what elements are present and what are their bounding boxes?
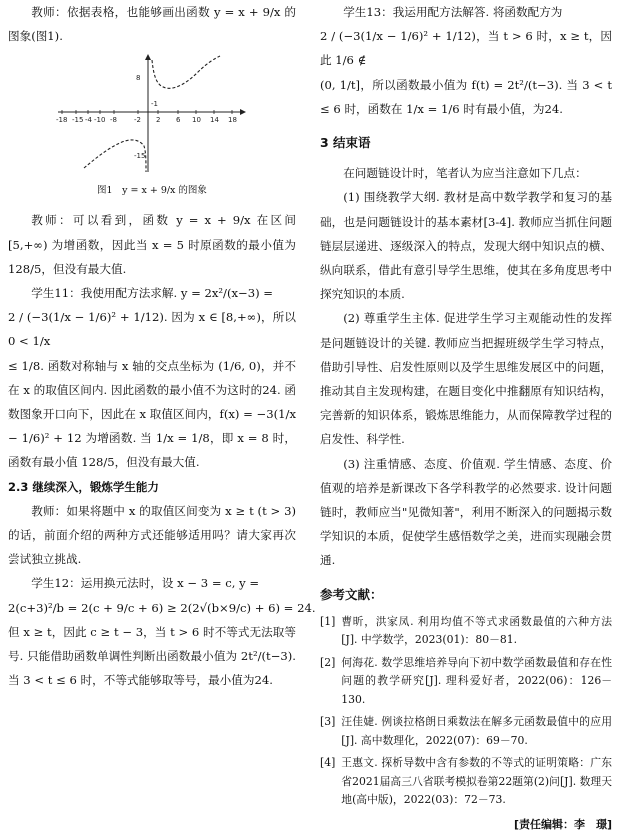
tick-x-3: -4 xyxy=(85,116,92,125)
reference-text: 曹昕，洪家凤. 利用均值不等式求函数最值的六种方法[J]. 中学数学，2023(01)：80－81. xyxy=(341,614,612,647)
reference-text: 王惠文. 探析导数中含有参数的不等式的证明策略：广东省2021届高三八省联考模拟卷第22题第(2)问[J]. 数理天地(高中版)，2022(03)：72－73. xyxy=(341,756,612,807)
editor-credit: [责任编辑：李 璟] xyxy=(513,818,612,831)
reference-text: 何海花. 数学思维培养导向下初中数学函数最值和存在性问题的教学研究[J]. 理科爱好者，2022(06)：126－130. xyxy=(341,655,612,706)
paragraph-point-2: (2) 尊重学生主体. 促进学生学习主观能动性的发挥是问题链设计的关键. 教师应当把握班级学生学习特点，借助引导性、启发性原则以及学生思维发展区中的问题，推动其自主发现构建，在题目变化中推翻原有知识结构，完善新的知识体系，锻炼思维能力，从而保障教学过程的启发性、科学性. xyxy=(320,311,612,447)
right-column xyxy=(320,0,612,814)
equation-student12: 2(c+3)²/b = 2(c + 9/c + 6) ≥ 2(2√(b×9/c) + 6) = 24. xyxy=(8,600,316,615)
paragraph-student12-c: 但 x ≥ t，因此 c ≥ t − 3，当 t > 6 时不等式无法取等号. 只能借助函数单调性判断出函数最小值为 2t²/(t−3). 当 3 < t ≤ 6 时，不等式能够取等号，最小值为24. xyxy=(8,624,296,688)
tick-y-1: 8 xyxy=(136,74,141,83)
figure-caption: 图1 y = x + 9/x 的图象 xyxy=(97,185,207,197)
paragraph-point-3: (3) 注重情感、态度、价值观. 学生情感、态度、价值观的培养是新课改下各学科教学的必然要求. 设计问题链时，教师应当"见微知著"，利用不断深入的问题揭示数学知识的本质，促使学生感悟数学之美，进而实现融会贯通. xyxy=(320,456,612,568)
reference-list xyxy=(320,613,612,810)
paragraph-student12-a: 学生12：运用换元法时，设 x − 3 = c, y = xyxy=(31,576,260,591)
reference-item xyxy=(320,754,612,810)
section-2-3-title: 2.3 继续深入，锻炼学生能力 xyxy=(8,479,159,494)
tick-x-11: 18 xyxy=(228,116,237,125)
paragraph-point-1: (1) 围绕教学大纲. 教材是高中数学教学和复习的基础，也是问题链设计的基本素材[3-4]. 教师应当抓住问题链层层递进、逐级深入的特点，发现大纲中知识点的横、纵向联系，借此有意引导学生思维，使其在多角度思考中探究知识的本质. xyxy=(320,190,612,302)
paragraph-student11-a: 学生11：我使用配方法求解. y = 2x²/(x−3) = xyxy=(31,286,274,301)
tick-y-3: -15 xyxy=(134,152,146,161)
tick-x-6: -2 xyxy=(134,116,141,125)
paragraph-student13-b: 2 / (−3(1/x − 1/6)² + 1/12)，当 t > 6 时，x ≥ t，因此 1/6 ∉ xyxy=(320,29,612,68)
reference-text: 汪佳婕. 例谈拉格朗日乘数法在解多元函数最值中的应用[J]. 高中数理化，2022(07)：69－70. xyxy=(341,715,612,747)
paragraph-teacher-graph: 教师：依据表格，也能够画出函数 y = x + 9/x 的图象(图1). xyxy=(8,5,296,44)
paragraph-teacher-question: 教师：如果将题中 x 的取值区间变为 x ≥ t (t > 3) 的话，前面介绍的两种方式还能够适用吗？请大家再次尝试独立挑战. xyxy=(8,503,296,567)
tick-x-7: 2 xyxy=(156,116,161,125)
reference-item xyxy=(320,654,612,710)
reference-tag: [3] xyxy=(320,715,336,729)
tick-x-4: -10 xyxy=(94,116,106,125)
section-3-title: 3 结束语 xyxy=(320,135,371,151)
paragraph-student11-c: ≤ 1/8. 函数对称轴与 x 轴的交点坐标为 (1/6, 0)，并不在 x 的取值区间内. 因此函数的最小值不为这时的24. 函数图象开口向下，因此在 x 取值区间内，f(x) = −3(1/x − 1/6)² + 12 为增函数. 当 1/x = 1/8，即 x = 8 时，函数有最小值 128/5，但没有最大值. xyxy=(8,358,296,470)
figure-1 xyxy=(48,54,248,176)
tick-x-1: -18 xyxy=(56,116,68,125)
references-title: 参考文献： xyxy=(320,586,383,602)
reference-tag: [4] xyxy=(320,756,336,770)
reference-tag: [1] xyxy=(320,614,336,628)
paragraph-conclusion-intro: 在问题链设计时，笔者认为应当注意如下几点： xyxy=(343,166,587,181)
paragraph-teacher-increasing: 教师：可以看到，函数 y = x + 9/x 在区间 [5,+∞) 为增函数，因此当 x = 5 时原函数的最小值为 128/5，但没有最大值. xyxy=(8,213,296,276)
function-graph xyxy=(48,54,248,176)
tick-x-8: 6 xyxy=(176,116,181,125)
tick-x-2: -15 xyxy=(72,116,84,125)
tick-x-10: 14 xyxy=(210,116,219,125)
paragraph-student11-b: 2 / (−3(1/x − 1/6)² + 1/12). 因为 x ∈ [8,+∞)，所以 0 < 1/x xyxy=(8,310,296,349)
paragraph-student13-c: (0, 1/t]，所以函数最小值为 f(t) = 2t²/(t−3). 当 3 < t ≤ 6 时，函数在 1/x = 1/6 时有最小值，为24. xyxy=(320,77,612,116)
reference-item xyxy=(320,613,612,650)
reference-item xyxy=(320,713,612,750)
tick-y-2: -1 xyxy=(151,100,158,109)
paragraph-student13-a: 学生13：我运用配方法解答. 将函数配方为 xyxy=(343,5,563,19)
reference-tag: [2] xyxy=(320,655,336,669)
tick-x-9: 10 xyxy=(192,116,201,125)
tick-x-5: -8 xyxy=(110,116,117,125)
left-column xyxy=(8,0,316,692)
